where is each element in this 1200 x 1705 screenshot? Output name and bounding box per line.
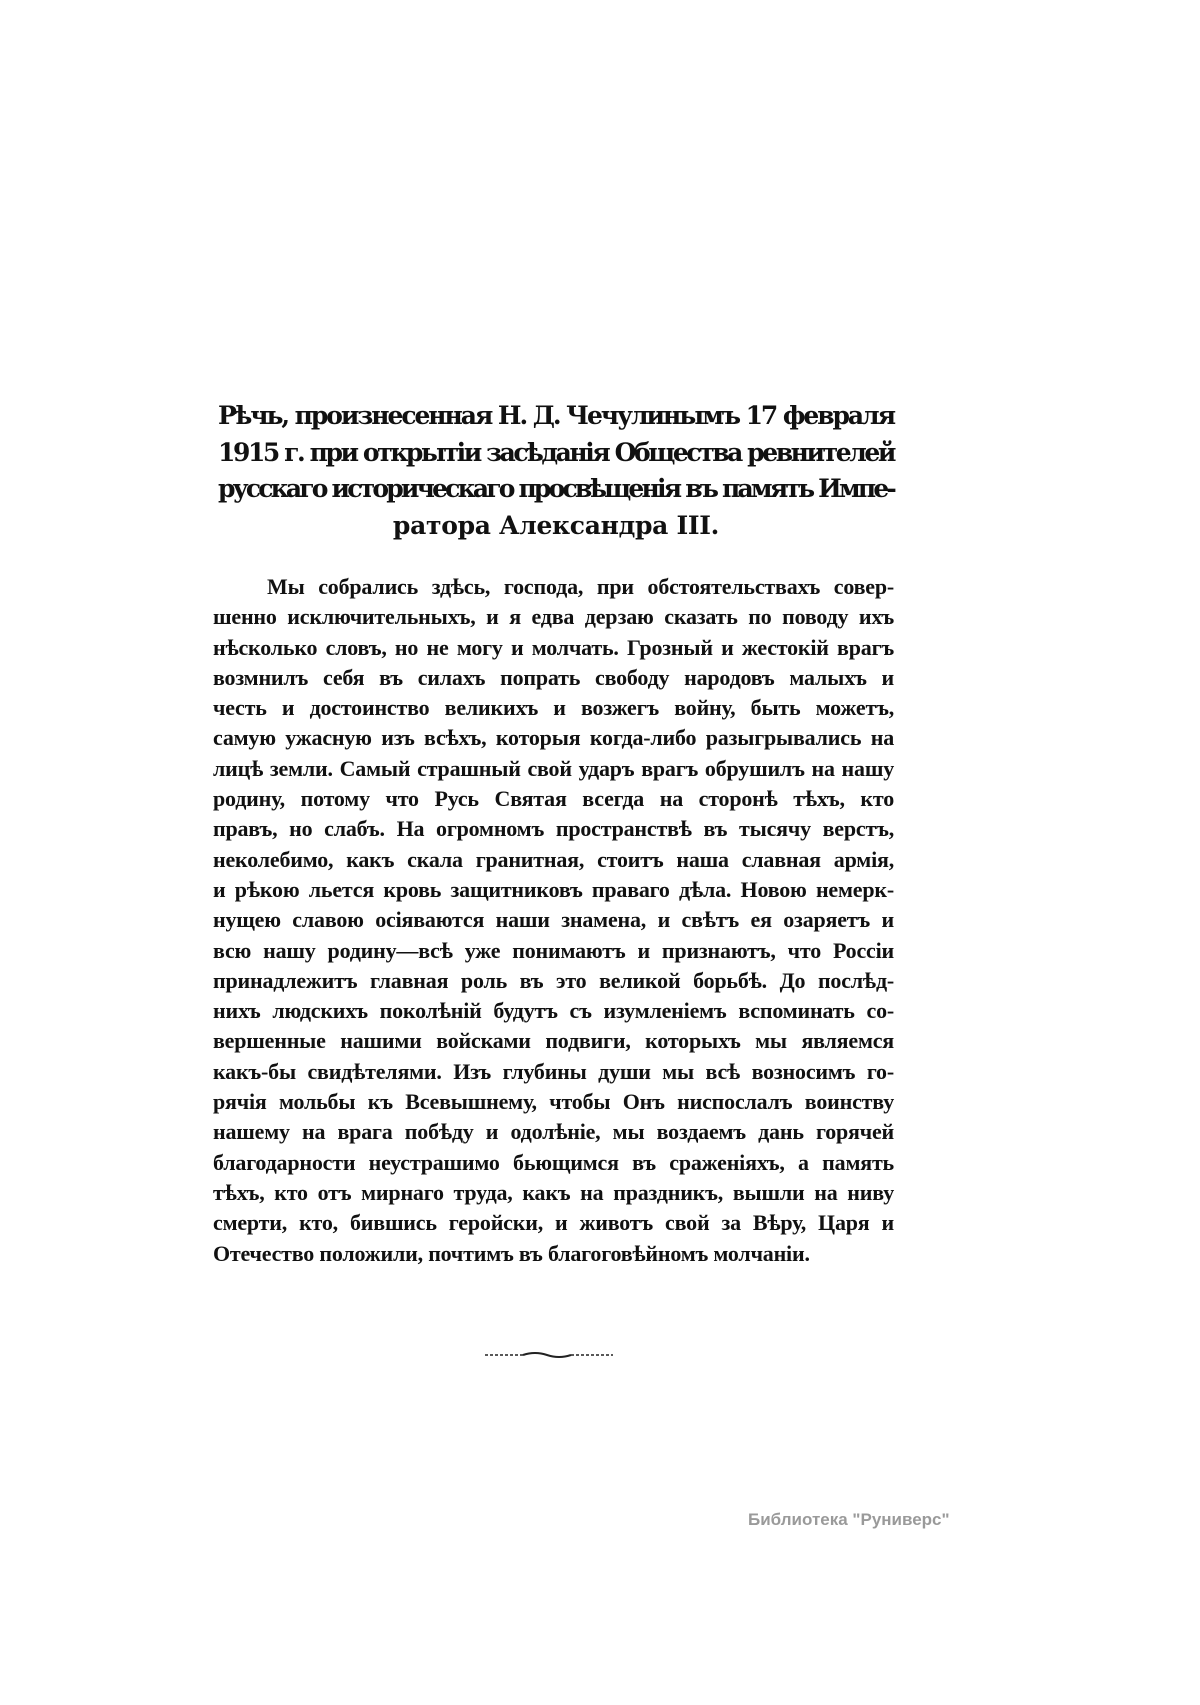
body-line: родину, потому что Русь Святая всегда на сторонѣ тѣхъ, кто <box>213 786 894 812</box>
body-line: самую ужасную изъ всѣхъ, которыя когда-либо разыгрывались на <box>213 725 894 751</box>
body-line: честь и достоинство великихъ и возжегъ войну, быть можетъ, <box>213 695 894 721</box>
library-watermark: Библиотека "Руниверс" <box>748 1510 950 1529</box>
body-line: смерти, кто, бившись геройски, и животъ свой за Вѣру, Царя и <box>213 1210 894 1236</box>
ornamental-divider <box>485 1352 613 1358</box>
title-line: Рѣчь, произнесенная Н. Д. Чечулинымъ 17 февраля <box>218 401 894 430</box>
body-line: и рѣкою льется кровь защитниковъ праваго дѣла. Новою немерк- <box>213 876 894 902</box>
title-line: ратора Александра III. <box>392 510 720 540</box>
title-line: 1915 г. при открытіи засѣданія Общества ревнителей <box>218 437 894 467</box>
body-line: Мы собрались здѣсь, господа, при обстоятельствахъ совер- <box>267 574 894 599</box>
body-line: Отечество положили, почтимъ въ благоговѣйномъ молчаніи. <box>213 1240 810 1266</box>
body-line: нихъ людскихъ поколѣній будутъ съ изумленіемъ вспоминать со- <box>213 998 894 1024</box>
speech-body <box>213 572 894 1269</box>
body-line: нашему на врага побѣду и одолѣніе, мы воздаемъ дань горячей <box>213 1119 894 1145</box>
body-line: рячія мольбы къ Всевышнему, чтобы Онъ ниспослалъ воинству <box>213 1089 894 1115</box>
body-line: принадлежитъ главная роль въ это великой борьбѣ. До послѣд- <box>213 967 894 993</box>
body-line: какъ-бы свидѣтелями. Изъ глубины души мы всѣ возносимъ го- <box>213 1058 894 1084</box>
speech-title <box>218 398 894 544</box>
body-line: правъ, но слабъ. На огромномъ пространствѣ въ тысячу верстъ, <box>213 816 894 842</box>
body-line: нущею славою осіяваются наши знамена, и свѣтъ ея озаряетъ и <box>213 907 894 933</box>
title-line: русскаго историческаго просвѣщенія въ память Импе- <box>218 474 894 503</box>
body-line: тѣхъ, кто отъ мирнаго труда, какъ на праздникъ, вышли на ниву <box>213 1179 894 1205</box>
body-line: всю нашу родину—всѣ уже понимаютъ и признаютъ, что Россіи <box>213 937 894 963</box>
body-line: лицѣ земли. Самый страшный свой ударъ врагъ обрушилъ на нашу <box>213 755 894 781</box>
body-line: шенно исключительныхъ, и я едва дерзаю сказать по поводу ихъ <box>213 604 894 630</box>
body-line: вершенные нашими войсками подвиги, которыхъ мы являемся <box>213 1028 894 1054</box>
body-line: благодарности неустрашимо бьющимся въ сраженіяхъ, а память <box>213 1149 894 1175</box>
body-line: неколебимо, какъ скала гранитная, стоитъ наша славная армія, <box>213 846 894 872</box>
body-line: нѣсколько словъ, но не могу и молчать. Грозный и жестокій врагъ <box>213 634 894 660</box>
body-line: возмнилъ себя въ силахъ попрать свободу народовъ малыхъ и <box>213 664 894 690</box>
